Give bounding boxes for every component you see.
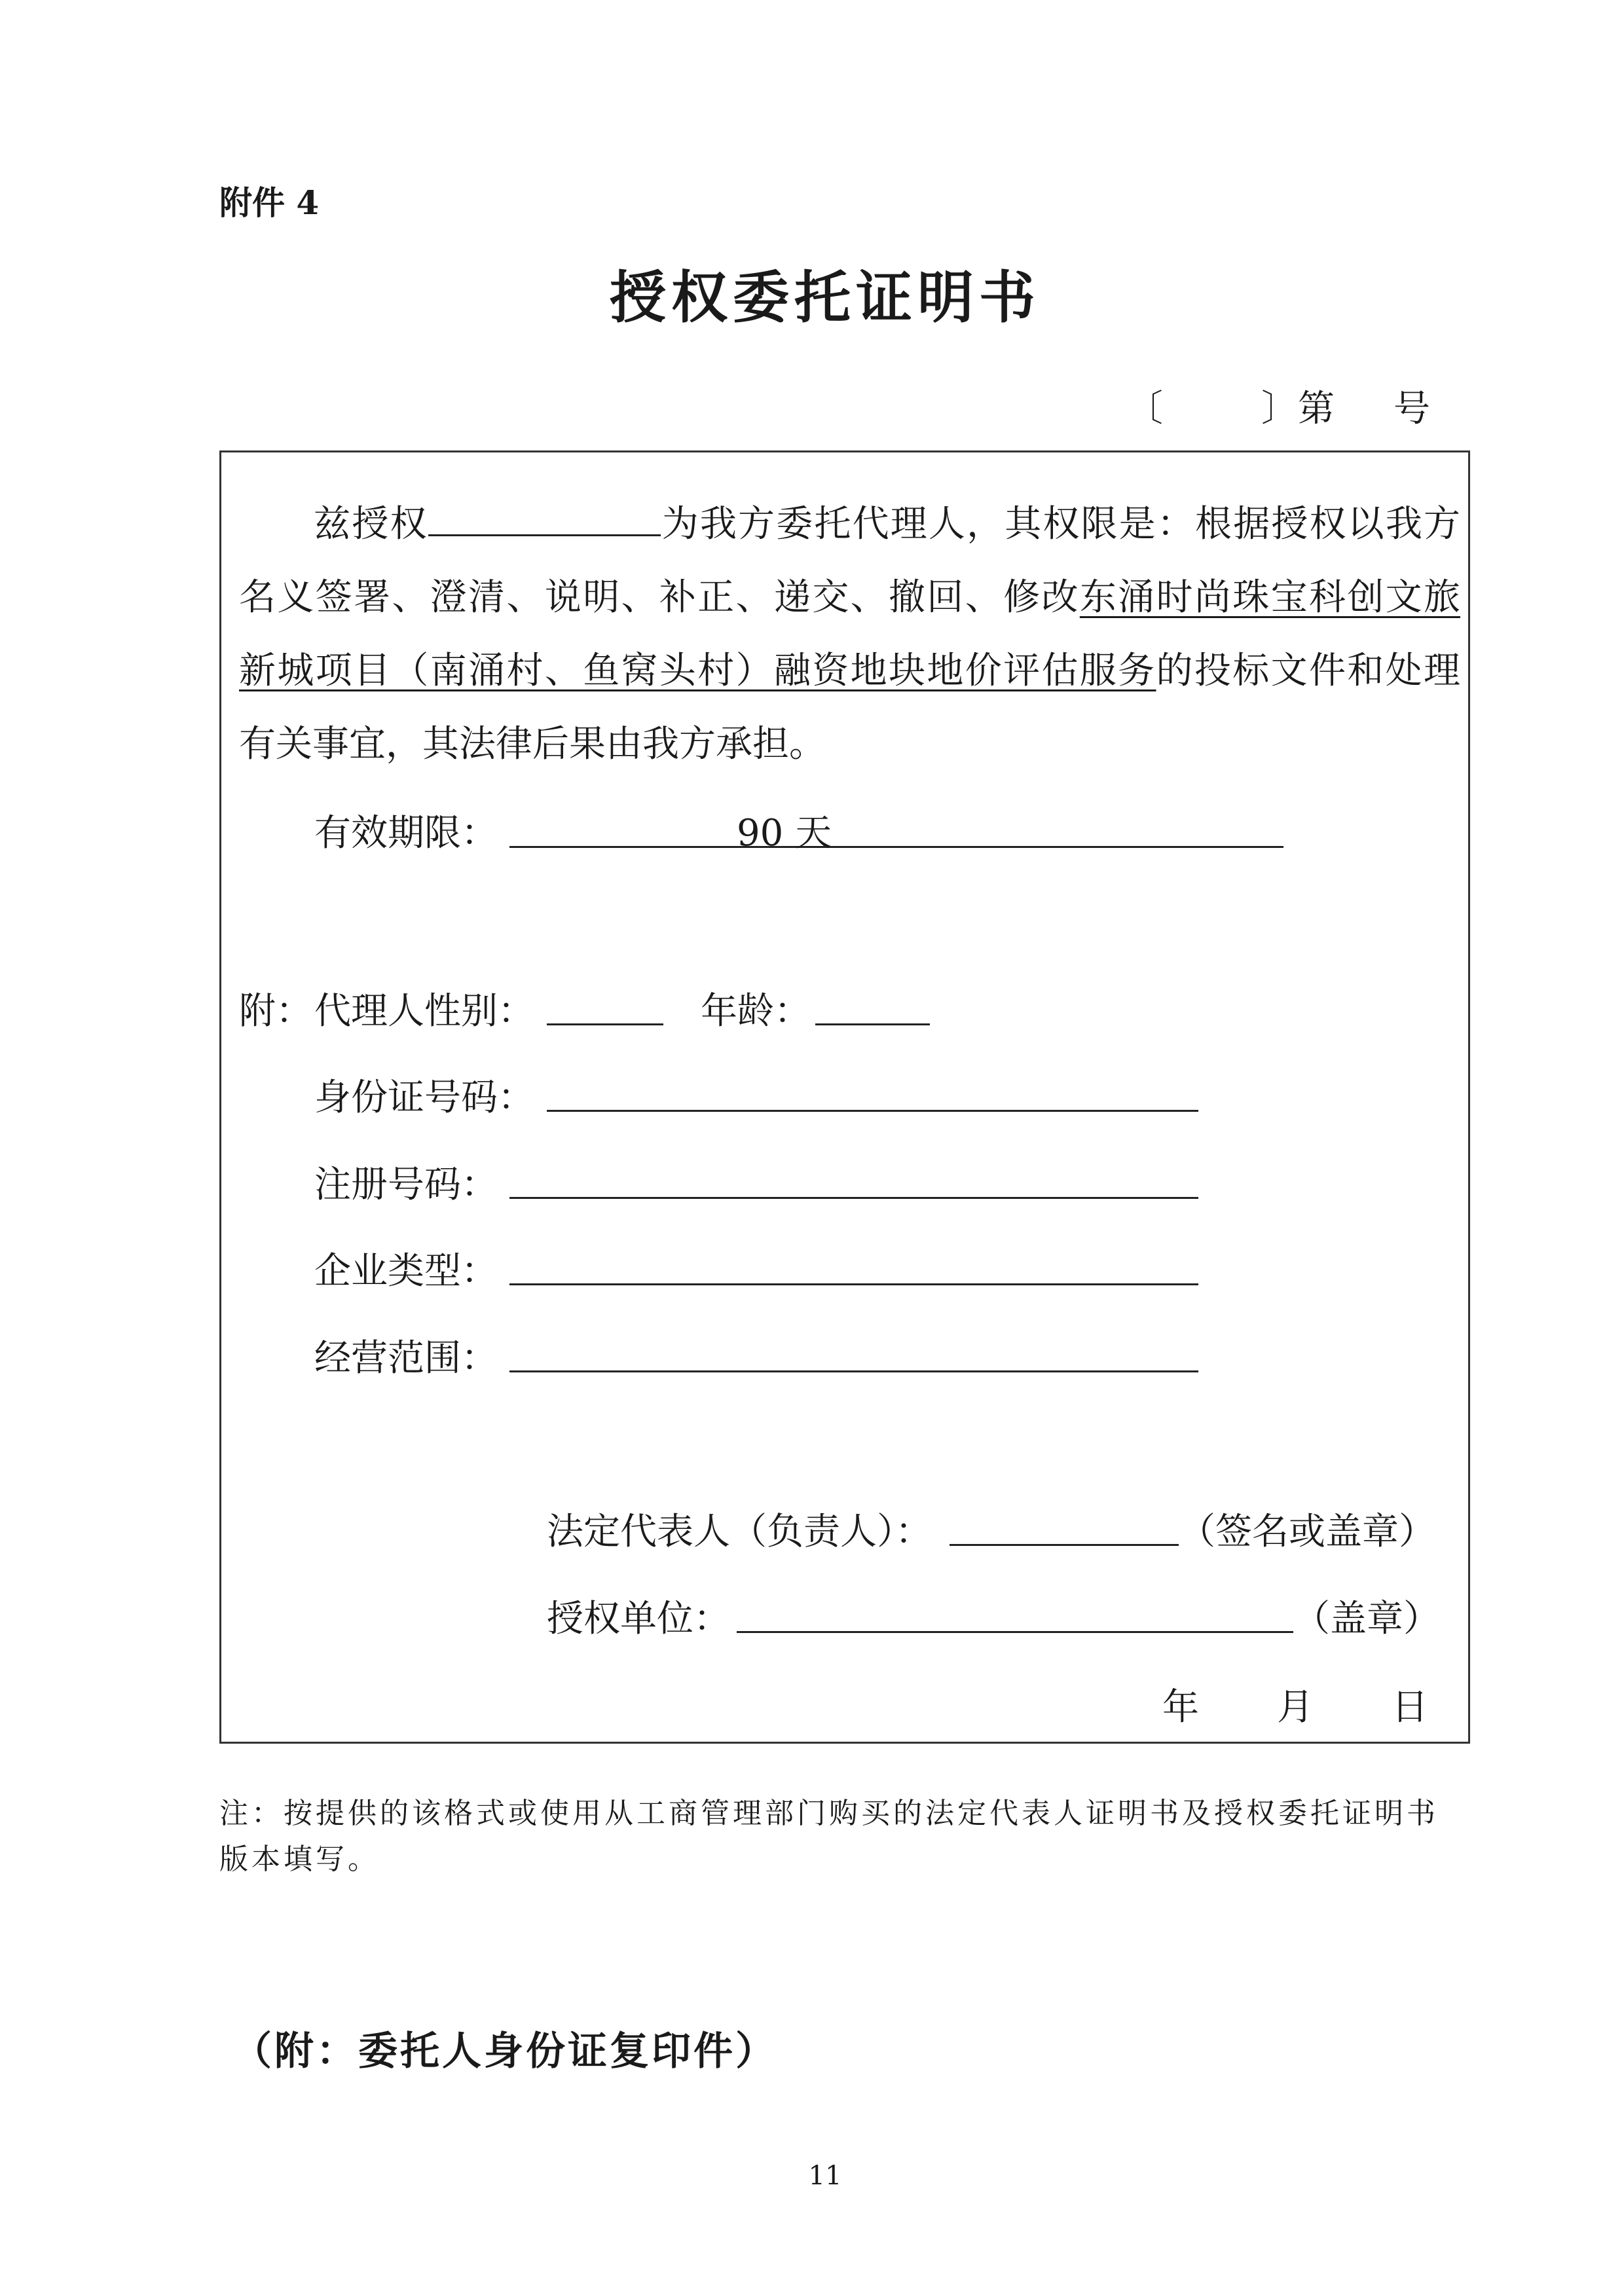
doc-number-suffix: 号 bbox=[1393, 388, 1430, 430]
authorization-paragraph bbox=[239, 488, 1460, 781]
paragraph-line-4: 有关事宜，其法律后果由我方承担。 bbox=[239, 723, 826, 765]
doc-number-close-bracket: 〕第 bbox=[1261, 388, 1335, 430]
authorize-line3-plain: 的投标文件和处理 bbox=[1156, 650, 1461, 692]
legal-rep-suffix: （签名或盖章） bbox=[1179, 1511, 1435, 1553]
agent-gender-label: 代理人性别： bbox=[314, 990, 534, 1033]
doc-number-open-bracket: 〔 bbox=[1126, 388, 1163, 430]
date-year: 年 bbox=[1162, 1686, 1199, 1729]
paragraph-line-3 bbox=[239, 634, 1460, 708]
validity-value: 90 天 bbox=[737, 812, 832, 854]
authorize-line1-rest: 为我方委托代理人，其权限是：根据授权以我方 bbox=[660, 503, 1461, 545]
date-month: 月 bbox=[1277, 1686, 1314, 1729]
appendix-note: （附：委托人身份证复印件） bbox=[232, 2029, 777, 2074]
authorizing-unit-suffix: （盖章） bbox=[1293, 1598, 1440, 1640]
authorizing-unit-field[interactable] bbox=[737, 1631, 1293, 1633]
agent-name-blank[interactable] bbox=[428, 502, 661, 536]
legal-rep-signature-field[interactable] bbox=[950, 1544, 1179, 1546]
authorize-line2-plain: 名义签署、澄清、说明、补正、递交、撤回、修改 bbox=[239, 576, 1080, 619]
enterprise-type-field[interactable] bbox=[509, 1283, 1198, 1285]
agent-info-prefix: 附： bbox=[239, 990, 312, 1033]
document-number bbox=[1126, 380, 1430, 432]
authorizing-unit-label: 授权单位： bbox=[547, 1598, 730, 1640]
registration-number-label: 注册号码： bbox=[314, 1164, 498, 1206]
paragraph-line-1 bbox=[239, 488, 1460, 561]
business-scope-label: 经营范围： bbox=[314, 1337, 498, 1380]
business-scope-field[interactable] bbox=[509, 1370, 1198, 1372]
validity-label: 有效期限： bbox=[314, 812, 498, 854]
page-number: 11 bbox=[808, 2161, 842, 2191]
agent-gender-field[interactable] bbox=[547, 1023, 663, 1025]
document-title: 授权委托证明书 bbox=[610, 265, 1041, 331]
legal-rep-label: 法定代表人（负责人）： bbox=[547, 1511, 932, 1553]
form-note: 注：按提供的该格式或使用从工商管理部门购买的法定代表人证明书及授权委托证明书版本填写。 bbox=[219, 1797, 1439, 1876]
authorize-prefix: 兹授权 bbox=[312, 503, 428, 545]
paragraph-line-2 bbox=[239, 561, 1460, 634]
agent-age-label: 年龄： bbox=[701, 990, 811, 1033]
project-name-part2: 新城项目（南涌村、鱼窝头村）融资地块地价评估服务 bbox=[239, 650, 1156, 692]
attachment-label: 附件 4 bbox=[219, 183, 320, 222]
id-number-label: 身份证号码： bbox=[314, 1076, 534, 1119]
date-day: 日 bbox=[1392, 1686, 1428, 1729]
id-number-field[interactable] bbox=[547, 1110, 1198, 1112]
agent-age-field[interactable] bbox=[815, 1023, 930, 1025]
registration-number-field[interactable] bbox=[509, 1197, 1198, 1199]
validity-field-line[interactable] bbox=[509, 846, 1283, 848]
enterprise-type-label: 企业类型： bbox=[314, 1250, 498, 1293]
project-name-part1: 东涌时尚珠宝科创文旅 bbox=[1079, 576, 1461, 619]
